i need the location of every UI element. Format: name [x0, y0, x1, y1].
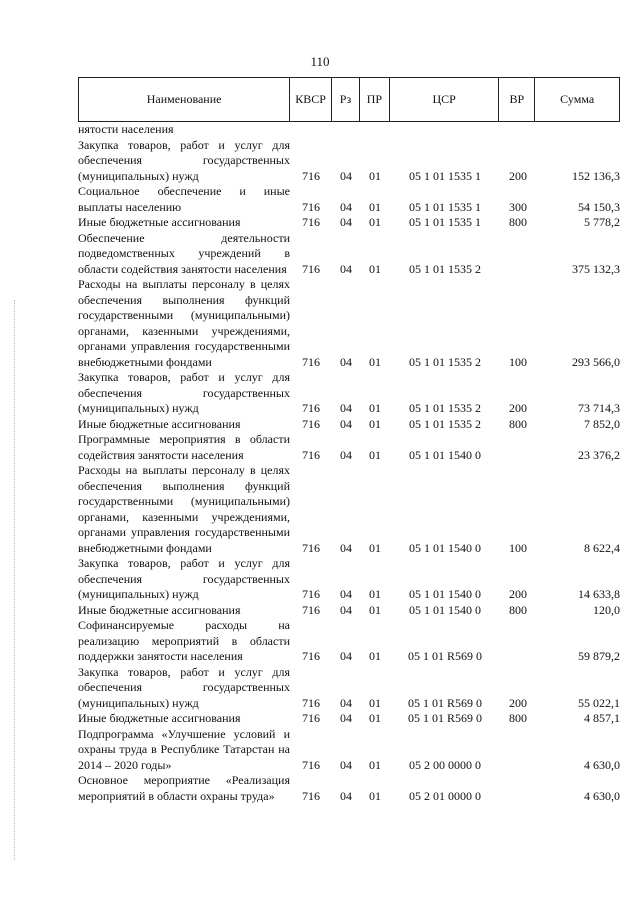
- cell-rz: 04: [340, 602, 352, 617]
- cell-kvsr: 716: [302, 587, 320, 601]
- cell-vr: 800: [509, 215, 527, 229]
- cell-kvsr: 716: [302, 447, 320, 462]
- cell-vr: 300: [509, 199, 527, 214]
- cell-sum: 7 852,0: [584, 416, 620, 431]
- cell-rz: 04: [340, 711, 352, 725]
- cell-rz: 04: [340, 416, 352, 431]
- cell-csr: 05 1 01 1535 2: [409, 416, 481, 431]
- cell-sum: 4 630,0: [584, 757, 620, 772]
- cell-csr: 05 2 01 0000 0: [409, 788, 481, 803]
- cell-sum: 4 630,0: [584, 788, 620, 803]
- cell-pr: 01: [369, 354, 381, 369]
- cell-vr: 800: [509, 711, 527, 725]
- cell-kvsr: 716: [302, 788, 320, 803]
- cell-sum: 14 633,8: [578, 587, 620, 601]
- cell-csr: 05 1 01 R569 0: [407, 649, 482, 663]
- cell-vr: 200: [509, 695, 527, 710]
- table-row: [78, 122, 620, 138]
- cell-kvsr: 716: [302, 540, 320, 555]
- cell-vr: 200: [509, 401, 527, 415]
- table-header: [78, 77, 620, 122]
- cell-rz: 04: [340, 649, 352, 663]
- cell-name: Подпрограмма «Улучшение условий и охраны труда в Республике Татарстан на 2014 – 2020 годы»: [78, 726, 290, 772]
- cell-name: Закупка товаров, работ и услуг для обеспечения государственных (муниципальных) нужд: [78, 556, 290, 601]
- cell-name: Основное мероприятие «Реализация мероприятий в области охраны труда»: [78, 773, 290, 803]
- cell-sum: 54 150,3: [578, 199, 620, 214]
- header-name: Наименование: [79, 78, 290, 121]
- table-row: [78, 665, 620, 712]
- table-row: [78, 618, 620, 665]
- cell-pr: 01: [369, 215, 381, 229]
- cell-pr: 01: [369, 711, 381, 725]
- cell-sum: 55 022,1: [578, 695, 620, 710]
- cell-pr: 01: [369, 416, 381, 431]
- cell-kvsr: 716: [302, 602, 320, 617]
- cell-rz: 04: [340, 168, 352, 183]
- cell-vr: 200: [509, 587, 527, 601]
- cell-vr: 800: [509, 602, 527, 617]
- cell-pr: 01: [369, 757, 381, 772]
- cell-pr: 01: [369, 649, 381, 663]
- cell-sum: 4 857,1: [584, 711, 620, 725]
- cell-name: Закупка товаров, работ и услуг для обеспечения государственных (муниципальных) нужд: [78, 370, 290, 415]
- table-row: [78, 773, 620, 804]
- cell-csr: 05 1 01 1540 0: [409, 540, 481, 555]
- cell-csr: 05 1 01 1535 1: [409, 215, 481, 229]
- cell-csr: 05 1 01 1535 1: [409, 168, 481, 183]
- cell-csr: 05 1 01 R569 0: [407, 711, 482, 725]
- cell-rz: 04: [340, 199, 352, 214]
- cell-name: Иные бюджетные ассигнования: [78, 416, 241, 431]
- header-vr: ВР: [499, 78, 535, 121]
- margin-dotted-line: [14, 300, 15, 860]
- cell-kvsr: 716: [302, 649, 320, 663]
- table-row: [78, 215, 620, 231]
- cell-name: Программные мероприятия в области содействия занятости населения: [78, 432, 290, 462]
- cell-name: Социальное обеспечение и иные выплаты населению: [78, 184, 290, 214]
- cell-vr: 200: [509, 168, 527, 183]
- cell-pr: 01: [369, 168, 381, 183]
- cell-csr: 05 1 01 1540 0: [409, 587, 481, 601]
- table-row: [78, 231, 620, 278]
- table-row: [78, 138, 620, 185]
- table-row: [78, 727, 620, 774]
- cell-rz: 04: [340, 354, 352, 369]
- cell-sum: 375 132,3: [572, 261, 620, 276]
- cell-kvsr: 716: [302, 215, 320, 229]
- cell-sum: 5 778,2: [584, 215, 620, 229]
- cell-csr: 05 1 01 1540 0: [409, 602, 481, 617]
- cell-pr: 01: [369, 447, 381, 462]
- cell-kvsr: 716: [302, 711, 320, 725]
- table-body: [78, 122, 620, 804]
- header-pr: ПР: [360, 78, 390, 121]
- cell-vr: 800: [509, 416, 527, 431]
- table-row: [78, 370, 620, 417]
- cell-kvsr: 716: [302, 168, 320, 183]
- cell-kvsr: 716: [302, 261, 320, 276]
- cell-kvsr: 716: [302, 199, 320, 214]
- cell-csr: 05 1 01 1535 2: [409, 354, 481, 369]
- cell-csr: 05 1 01 1535 2: [409, 261, 481, 276]
- cell-rz: 04: [340, 587, 352, 601]
- cell-kvsr: 716: [302, 757, 320, 772]
- header-sum: Сумма: [560, 92, 595, 106]
- cell-pr: 01: [369, 695, 381, 710]
- header-kvsr: КВСР: [290, 78, 332, 121]
- table-row: [78, 417, 620, 433]
- cell-sum: 120,0: [593, 602, 620, 617]
- cell-name: Иные бюджетные ассигнования: [78, 215, 241, 229]
- cell-pr: 01: [369, 540, 381, 555]
- cell-name: Обеспечение деятельности подведомственных учреждений в области содействия занятости населения: [78, 230, 290, 276]
- cell-rz: 04: [340, 215, 352, 229]
- cell-name: Закупка товаров, работ и услуг для обеспечения государственных (муниципальных) нужд: [78, 664, 290, 710]
- header-csr: ЦСР: [390, 78, 500, 121]
- table-row: [78, 463, 620, 556]
- table-row: [78, 556, 620, 603]
- cell-vr: 100: [509, 540, 527, 555]
- header-rz: Рз: [332, 78, 360, 121]
- cell-kvsr: 716: [302, 354, 320, 369]
- table-row: [78, 603, 620, 619]
- table-row: [78, 711, 620, 727]
- cell-pr: 01: [369, 199, 381, 214]
- cell-kvsr: 716: [302, 416, 320, 431]
- cell-csr: 05 1 01 R569 0: [407, 695, 482, 710]
- cell-rz: 04: [340, 261, 352, 276]
- cell-sum: 152 136,3: [572, 168, 620, 183]
- cell-name: Софинансируемые расходы на реализацию мероприятий в области поддержки занятости населения: [78, 618, 290, 663]
- page-number: 110: [310, 54, 330, 69]
- cell-rz: 04: [340, 447, 352, 462]
- cell-kvsr: 716: [302, 695, 320, 710]
- cell-name: Расходы на выплаты персоналу в целях обеспечения выполнения функций государственными (муниципальными) органами, казенными учреждениями, органами управления государственными внебюджетными фондами: [78, 277, 290, 369]
- cell-sum: 293 566,0: [572, 354, 620, 369]
- cell-csr: 05 1 01 1535 1: [409, 199, 481, 214]
- cell-name: Расходы на выплаты персоналу в целях обеспечения выполнения функций государственными (муниципальными) органами, казенными учреждениями, органами управления государственными внебюджетными фондами: [78, 463, 290, 555]
- cell-csr: 05 1 01 1540 0: [409, 447, 481, 462]
- cell-pr: 01: [369, 587, 381, 601]
- cell-kvsr: 716: [302, 401, 320, 415]
- table-row: [78, 432, 620, 463]
- cell-pr: 01: [369, 788, 381, 803]
- cell-sum: 73 714,3: [578, 401, 620, 415]
- cell-name: Иные бюджетные ассигнования: [78, 602, 241, 617]
- cell-sum: 8 622,4: [584, 540, 620, 555]
- cell-name: нятости населения: [78, 122, 174, 136]
- cell-rz: 04: [340, 401, 352, 415]
- table-row: [78, 184, 620, 215]
- cell-pr: 01: [369, 602, 381, 617]
- cell-name: Иные бюджетные ассигнования: [78, 711, 241, 725]
- cell-sum: 59 879,2: [578, 649, 620, 663]
- table-row: [78, 277, 620, 370]
- cell-sum: 23 376,2: [578, 447, 620, 462]
- cell-vr: 100: [509, 354, 527, 369]
- cell-csr: 05 2 00 0000 0: [409, 757, 481, 772]
- cell-rz: 04: [340, 540, 352, 555]
- cell-name: Закупка товаров, работ и услуг для обеспечения государственных (муниципальных) нужд: [78, 137, 290, 183]
- cell-rz: 04: [340, 757, 352, 772]
- cell-pr: 01: [369, 261, 381, 276]
- cell-pr: 01: [369, 401, 381, 415]
- cell-csr: 05 1 01 1535 2: [409, 401, 481, 415]
- cell-rz: 04: [340, 695, 352, 710]
- cell-rz: 04: [340, 788, 352, 803]
